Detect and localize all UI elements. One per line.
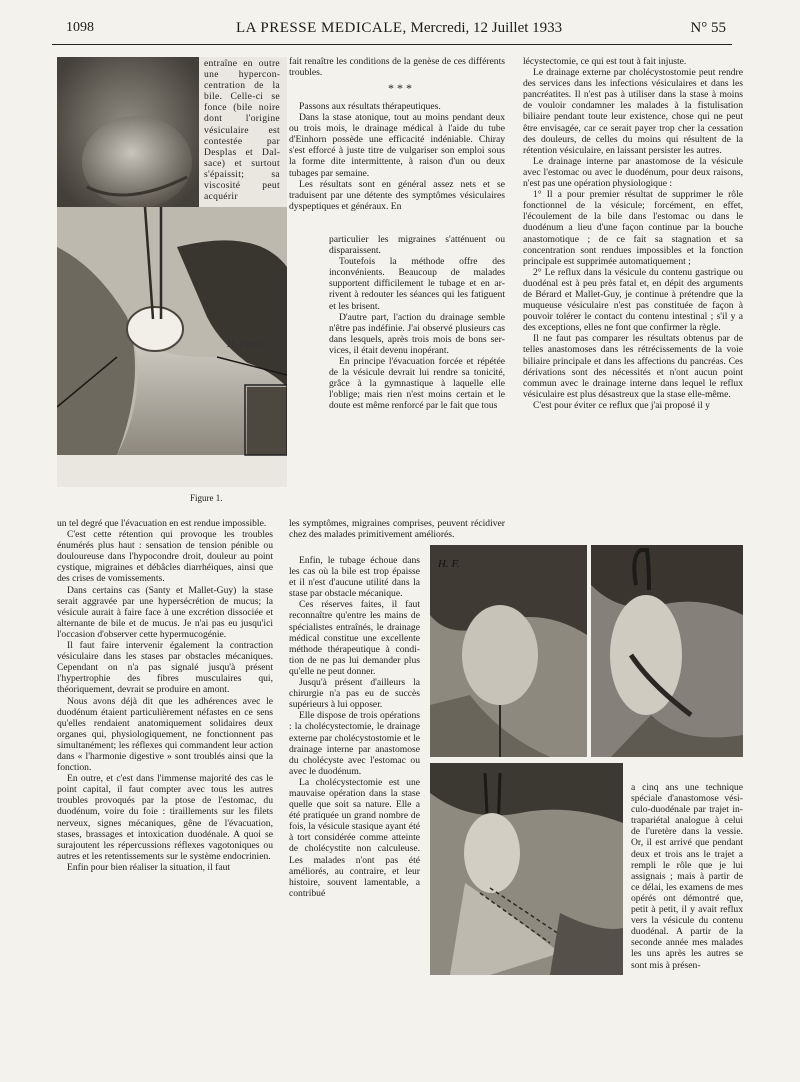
column-2-upper: [289, 101, 505, 212]
figure-1-signature: H. Frantz: [227, 339, 266, 350]
col2-p3: Les résultats sont en général assez nets et se traduisent par une détente des symptômes vésiculaires dyspeptiques et généraux. En: [289, 178, 505, 212]
col1-p5: Nous avons déjà dit que les adhérences avec le duodénum étaient particulièrement néfastes en ce sens qu'elles rendaient anatomiquement solidaires deux organes qui, physiologiquement, ne fonctionnent pas simultanément; les réflexes qui commandent leur action dans « l'harmonie digestive » sont troublés ainsi que la fonction.: [57, 695, 273, 774]
column-3-lower: [631, 782, 743, 971]
column-2-middle: [329, 234, 505, 412]
column-3: [523, 56, 743, 411]
figure-2-mark: H. F.: [438, 558, 460, 570]
col2-p6b: les symptômes, migraines comprises, peuvent récidiver chez des malades primitivement améliorés.: [289, 518, 505, 541]
col1-p3: Dans certains cas (Santy et Mallet-Guy) la stase serait aggravée par une hypersécrétion de mucus; la vésicule aurait à faire face à une excrétion dissociée et alternante de bile et de mucus. Je n'ai pas eu jusqu'ici l'occasion d'observer cette hypermucogénie.: [57, 584, 273, 640]
column-2-bottom: [289, 555, 420, 899]
issue-date: Mercredi, 12 Juillet 1933: [410, 20, 563, 36]
col3-p1: Le drainage externe par cholécystostomie peut rendre des services dans les infections vésiculaires et dans les pancréatites. Il n'est pas à utiliser dans la stase à moins de vouloir condamner les malades à la fistulisation biliaire pendant toute leur existence, chose qui ne peut être envisagée, car ce serait payer trop cher la cessation des douleurs, de celles du moins qui résultent de la rétention vésiculaire, en laissant persister les autres.: [523, 67, 743, 156]
col3-p4: 2° Le reflux dans la vésicule du contenu gastrique ou duodénal est à peu près fatal et, en dépit des arguments de Bérard et Mallet-Guy, je continue à prétendre que la muqueuse vésiculaire n'est pas constituée de façon à pouvoir tolérer le contact du contenu intestinal ; s'il y a des exceptions, elles ne font que confirmer la règle.: [523, 266, 743, 334]
col3-p5: Il ne faut pas comparer les résultats obtenus par de telles anastomoses dans les rétrécissements de la voie biliaire principale et dans les affections du pancréas. Ces dérivations sont des nécessités et n'ont aucun point commun avec le drainage interne dans lequel le reflux vésiculaire est plus désastreux que la stase elle-même.: [523, 333, 743, 400]
col3-p0: lécystectomie, ce qui est tout à fait injuste.: [523, 56, 687, 67]
col1-side-paragraph: entraîne en outre une hyperconcentration de la bile. Celle-ci se fonce (bile noire dont l'origine vésiculaire est contestée par Desplas et Dalsace) et surtout s'épaissit; sa viscosité peut acquérir: [204, 58, 280, 203]
figure-2-panel-b: [591, 545, 743, 757]
col2-p11: La cholécystectomie est une mauvaise opération dans la stase quelle que soit sa nature. Elle a été pratiquée un grand nombre de fois, la vésicule stasique ayant été à tort considérée comme atteinte de cholécystite non calculeuse. Les malades n'ont pas été améliorés, au contraire, et leur histoire, souvent lamentable, a contribué: [289, 776, 420, 899]
col2-p9: Jusqu'à présent d'ailleurs la chirurgie n'a pas eu de succès supérieurs à lui opposer.: [289, 677, 420, 711]
col1-p4: Il faut faire intervenir également la contraction vésiculaire dans les stases par obstacles mécaniques. Cependant on n'a pas signalé jusqu'à présent l'hypertrophie des fibres musculaires qui, théoriquement, devrait se produire en amont.: [57, 640, 273, 696]
column-1-side-text: [204, 58, 280, 202]
col2-p10: Elle dispose de trois opérations : la cholécystectomie, le drainage externe par cholécystostomie et le drainage interne par anastomose du cholécyste avec l'estomac ou avec le duodénum.: [289, 710, 420, 777]
col2-p5: D'autre part, l'action du drainage semble n'être pas indéfinie. J'ai observé plusieurs cas dans lesquels, après trois mois de bons services, il était devenu inopérant.: [329, 311, 505, 356]
page-header: [66, 20, 726, 44]
col3-p3: 1° Il a pour premier résultat de supprimer le rôle fonctionnel de la vésicule; forcément, en effet, l'écoulement de la bile dans l'estomac ou dans le duodénum a lieu d'une façon continue par la bouche anastomotique ; de ce fait sa stagnation et sa concentration sont rendues impossibles et la fonction principale est supprimée automatiquement ;: [523, 189, 743, 267]
col2-p3b: particulier les migraines s'atténuent ou disparaissent.: [329, 234, 505, 257]
header-rule: [52, 44, 732, 45]
journal-name: LA PRESSE MEDICALE,: [236, 20, 407, 36]
col2-p8: Ces réserves faites, il faut reconnaître qu'entre les mains de spécialistes entraînés, le drainage médical constitue une excellente méthode thérapeutique à condition de ne pas lui demander plus qu'elle ne peut donner.: [289, 599, 420, 677]
col1-p2: C'est cette rétention qui provoque les troubles énumérés plus haut : sensation de tension pénible ou douloureuse dans l'hypocondre droit, douleur au point cystique, migraines et débâcles diarrhéiques, ainsi que des crises de vomissements.: [57, 529, 273, 585]
col1-p1: un tel degré que l'évacuation en est rendue impossible.: [57, 518, 267, 529]
column-2-top: [289, 56, 505, 78]
section-stars: * * *: [388, 81, 412, 95]
col2-p2: Dans la stase atonique, tout au moins pendant deux ou trois mois, le drainage médical à l'aide du tube d'Einhorn possède une efficacité indéniable. Chiray s'est efforcé à juste titre de vulgariser son emploi sous la forme dite intermittente, à raison d'un ou deux tubages par semaine.: [289, 112, 505, 179]
column-2-lower: [289, 518, 505, 540]
col2-p7: Enfin, le tubage échoue dans les cas où la bile est trop épaisse et il n'est d'aucune utilité dans la stase par obstacle mécanique.: [289, 555, 420, 600]
issue-number: N° 55: [690, 20, 726, 36]
figure-2-panel-c: [430, 763, 623, 975]
journal-title: [236, 20, 562, 37]
col3-p7: a cinq ans une technique spéciale d'anastomose vésiculo-duodénale par trajet intrapariétal analogue à celui de l'uretère dans la vessie. Or, il est arrivé que pendant deux et trois ans le trajet a rempli le rôle que je lui assignais ; mais à partir de ce délai, les examens de mes opérés ont démontré que, petit à petit, il y avait reflux vers la vésicule du contenu duodénal. A partir de la seconde année mes malades les uns après les autres se sont mis à présen-: [631, 782, 743, 971]
page-number: 1098: [66, 20, 94, 35]
col1-p6: En outre, et c'est dans l'immense majorité des cas le point capital, il faut compter avec tous les autres troubles provoqués par la ptose de l'estomac, du duodénum, voire du foie : tiraillements sur les filets nerveux, signes mécaniques, gêne de l'évacuation, stases, brassages et intoxication duodénale. A quoi se surajoutent les répercussions réflexes vagotoniques ou autres et les retentissements sur le système endocrinien.: [57, 773, 273, 862]
col2-p4: Toutefois la méthode offre des inconvénients. Beaucoup de malades supportent difficilement le tubage et en arrivent à redouter les séances qui les fatiguent et les brisent.: [329, 256, 505, 312]
figure-1-caption: Figure 1.: [190, 493, 223, 503]
figure-2-panel-a: [430, 545, 587, 757]
col1-p7: Enfin pour bien réaliser la situation, il faut: [67, 861, 231, 873]
col3-p2: Le drainage interne par anastomose de la vésicule avec l'estomac ou avec le duodénum, pour deux raisons, n'est pas une opération physiologique :: [523, 155, 743, 190]
col3-p6: C'est pour éviter ce reflux que j'ai proposé il y: [533, 399, 710, 411]
col2-p0: fait renaître les conditions de la genèse de ces différents troubles.: [289, 56, 505, 79]
col2-p6: En principe l'évacuation forcée et répétée de la vésicule devrait lui rendre sa tonicité, grâce à la gymnastique à laquelle elle l'oblige; mais rien n'est moins certain et le doute est même renforcé par le fait que tous: [329, 356, 505, 412]
column-1: [57, 518, 273, 873]
col2-p1: Passons aux résultats thérapeutiques.: [299, 101, 441, 112]
